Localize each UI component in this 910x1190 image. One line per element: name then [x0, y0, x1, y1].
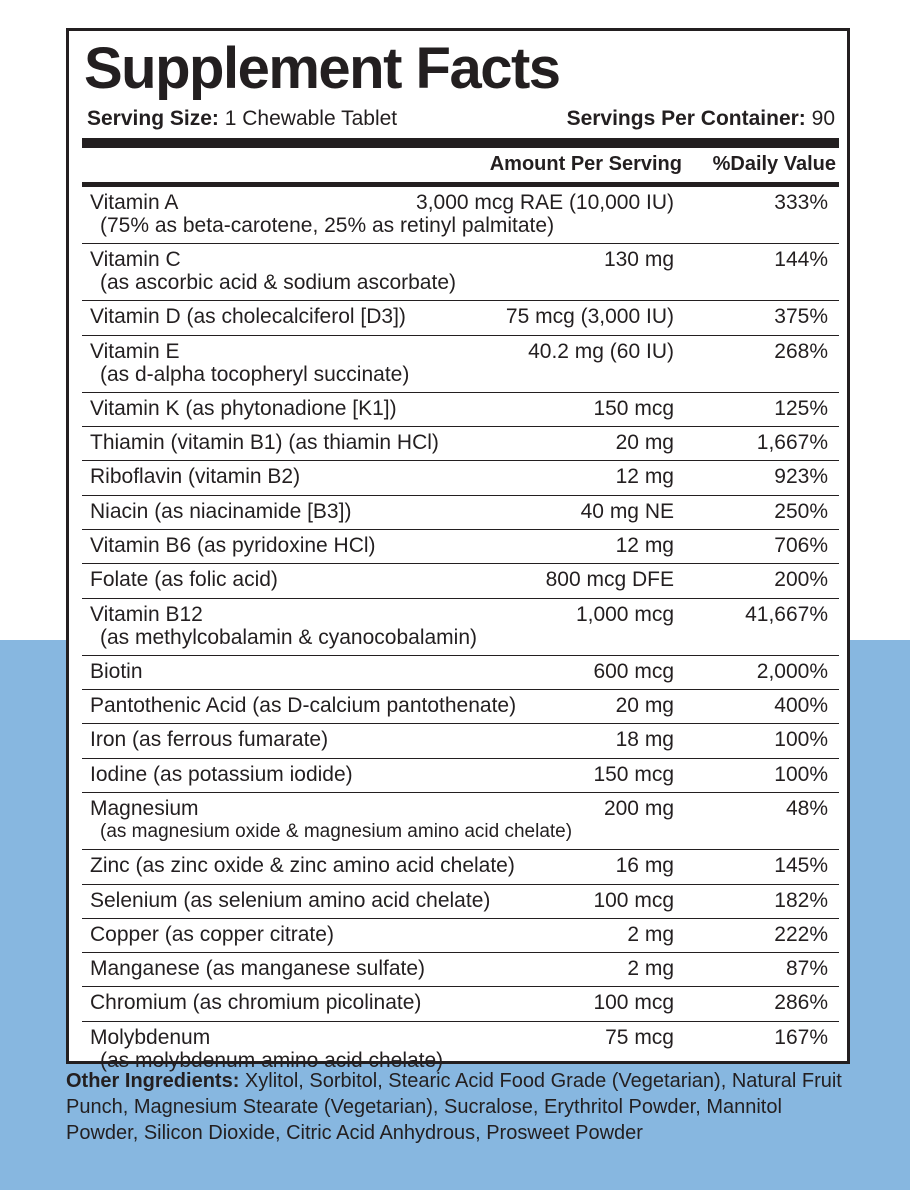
- nutrient-amount: 40.2 mg (60 IU): [528, 339, 674, 363]
- nutrient-name: Iron (as ferrous fumarate): [90, 728, 329, 752]
- nutrient-daily-value: 268%: [774, 339, 828, 363]
- nutrient-amount: 600 mcg: [593, 659, 674, 683]
- nutrient-daily-value: 100%: [774, 762, 828, 786]
- nutrient-daily-value: 375%: [774, 305, 828, 329]
- nutrient-name: Chromium (as chromium picolinate): [90, 991, 422, 1015]
- other-ingredients-label: Other Ingredients:: [66, 1070, 240, 1092]
- nutrient-name: Selenium (as selenium amino acid chelate): [90, 888, 491, 912]
- nutrient-amount: 16 mg: [615, 854, 674, 878]
- nutrient-row: [82, 301, 839, 335]
- nutrient-row: [82, 759, 839, 793]
- nutrient-amount: 800 mcg DFE: [545, 568, 674, 592]
- nutrient-name: Riboflavin (vitamin B2): [90, 465, 301, 489]
- nutrient-amount: 100 mcg: [593, 888, 674, 912]
- nutrient-row: [82, 564, 839, 598]
- serving-size-label: Serving Size:: [87, 107, 219, 130]
- nutrient-source: (as d-alpha tocopheryl succinate): [100, 362, 410, 386]
- nutrient-row: [82, 496, 839, 530]
- nutrient-name: Vitamin K (as phytonadione [K1]): [90, 396, 397, 420]
- nutrient-daily-value: 200%: [774, 568, 828, 592]
- nutrient-name: Zinc (as zinc oxide & zinc amino acid chelate): [90, 854, 515, 878]
- nutrient-amount: 100 mcg: [593, 991, 674, 1015]
- nutrient-daily-value: 144%: [774, 248, 828, 272]
- nutrient-name: Copper (as copper citrate): [90, 922, 334, 946]
- nutrient-name: Molybdenum: [90, 1025, 211, 1049]
- nutrient-row: [82, 690, 839, 724]
- nutrient-source: (as ascorbic acid & sodium ascorbate): [100, 271, 456, 295]
- nutrient-daily-value: 100%: [774, 728, 828, 752]
- nutrient-name: Vitamin E: [90, 339, 180, 363]
- nutrient-amount: 12 mg: [615, 465, 674, 489]
- nutrient-source: (as methylcobalamin & cyanocobalamin): [100, 625, 478, 649]
- nutrient-row: [82, 724, 839, 758]
- nutrient-row: [82, 793, 839, 850]
- nutrient-name: Niacin (as niacinamide [B3]): [90, 499, 352, 523]
- nutrient-amount: 2 mg: [627, 957, 674, 981]
- nutrient-row: [82, 461, 839, 495]
- other-ingredients: [66, 1068, 856, 1146]
- nutrient-daily-value: 2,000%: [756, 659, 828, 683]
- nutrient-daily-value: 145%: [774, 854, 828, 878]
- nutrient-source: (as magnesium oxide & magnesium amino acid chelate): [100, 821, 573, 843]
- nutrient-daily-value: 400%: [774, 694, 828, 718]
- nutrient-amount: 3,000 mcg RAE (10,000 IU): [416, 191, 674, 214]
- nutrient-name: Biotin: [90, 659, 143, 683]
- nutrient-daily-value: 125%: [774, 396, 828, 420]
- nutrient-name: Vitamin C: [90, 248, 181, 272]
- serving-size-value: 1 Chewable Tablet: [224, 107, 398, 130]
- nutrient-amount: 130 mg: [603, 248, 674, 272]
- nutrient-amount: 40 mg NE: [580, 499, 674, 523]
- nutrient-amount: 75 mcg (3,000 IU): [505, 305, 674, 329]
- nutrient-amount: 1,000 mcg: [575, 602, 674, 626]
- nutrient-daily-value: 87%: [785, 957, 828, 981]
- nutrient-daily-value: 706%: [774, 534, 828, 558]
- nutrient-row: [82, 599, 839, 656]
- nutrient-daily-value: 923%: [774, 465, 828, 489]
- nutrient-row: [82, 187, 839, 244]
- nutrient-amount: 12 mg: [615, 534, 674, 558]
- servings-per-container-value: 90: [811, 107, 835, 130]
- nutrient-name: Pantothenic Acid (as D-calcium pantothenate): [90, 694, 517, 718]
- nutrient-row: [82, 427, 839, 461]
- nutrient-row: [82, 919, 839, 953]
- nutrient-row: [82, 393, 839, 427]
- nutrient-amount: 18 mg: [615, 728, 674, 752]
- nutrient-table: [82, 187, 839, 1079]
- panel-title: Supplement Facts: [84, 36, 560, 101]
- nutrient-name: Thiamin (vitamin B1) (as thiamin HCl): [90, 431, 439, 455]
- nutrient-amount: 20 mg: [615, 431, 674, 455]
- nutrient-amount: 200 mg: [603, 797, 674, 821]
- nutrient-amount: 150 mcg: [593, 396, 674, 420]
- serving-size: [87, 107, 397, 131]
- nutrient-daily-value: 250%: [774, 499, 828, 523]
- supplement-facts-panel: [66, 28, 850, 1072]
- nutrient-daily-value: 222%: [774, 922, 828, 946]
- nutrient-amount: 20 mg: [615, 694, 674, 718]
- nutrient-name: Magnesium: [90, 797, 199, 821]
- nutrient-name: Manganese (as manganese sulfate): [90, 957, 426, 981]
- nutrient-daily-value: 167%: [774, 1025, 828, 1049]
- daily-value-column-header: %Daily Value: [712, 153, 836, 175]
- nutrient-row: [82, 530, 839, 564]
- nutrient-source: (75% as beta-carotene, 25% as retinyl palmitate): [100, 214, 555, 237]
- servings-per-container-label: Servings Per Container:: [566, 107, 806, 130]
- nutrient-row: [82, 850, 839, 884]
- nutrient-row: [82, 244, 839, 301]
- nutrient-name: Vitamin A: [90, 191, 179, 214]
- nutrient-daily-value: 41,667%: [745, 602, 828, 626]
- nutrient-name: Vitamin B12: [90, 602, 203, 626]
- nutrient-row: [82, 987, 839, 1021]
- amount-column-header: Amount Per Serving: [489, 153, 682, 175]
- nutrient-daily-value: 1,667%: [756, 431, 828, 455]
- nutrient-amount: 150 mcg: [593, 762, 674, 786]
- thick-divider: [82, 138, 839, 148]
- nutrient-row: [82, 656, 839, 690]
- nutrient-amount: 2 mg: [627, 922, 674, 946]
- nutrient-daily-value: 286%: [774, 991, 828, 1015]
- nutrient-row: [82, 953, 839, 987]
- nutrient-amount: 75 mcg: [605, 1025, 674, 1049]
- nutrient-name: Vitamin D (as cholecalciferol [D3]): [90, 305, 406, 329]
- nutrient-daily-value: 333%: [774, 191, 828, 214]
- nutrient-name: Iodine (as potassium iodide): [90, 762, 353, 786]
- nutrient-source: (as molybdenum amino acid chelate): [100, 1048, 444, 1072]
- nutrient-name: Vitamin B6 (as pyridoxine HCl): [90, 534, 376, 558]
- nutrient-row: [82, 885, 839, 919]
- nutrient-name: Folate (as folic acid): [90, 568, 278, 592]
- nutrient-daily-value: 182%: [774, 888, 828, 912]
- nutrient-daily-value: 48%: [785, 797, 828, 821]
- other-ingredients-text: Xylitol, Sorbitol, Stearic Acid Food Grade (Vegetarian), Natural Fruit Punch, Magnesium Stearate (Vegetarian), Sucralose, Erythritol Powder, Mannitol Powder, Silicon Dioxide, Citric Acid Anhydrous, Prosweet Powder: [66, 1070, 842, 1144]
- nutrient-row: [82, 336, 839, 393]
- servings-per-container: [567, 107, 835, 131]
